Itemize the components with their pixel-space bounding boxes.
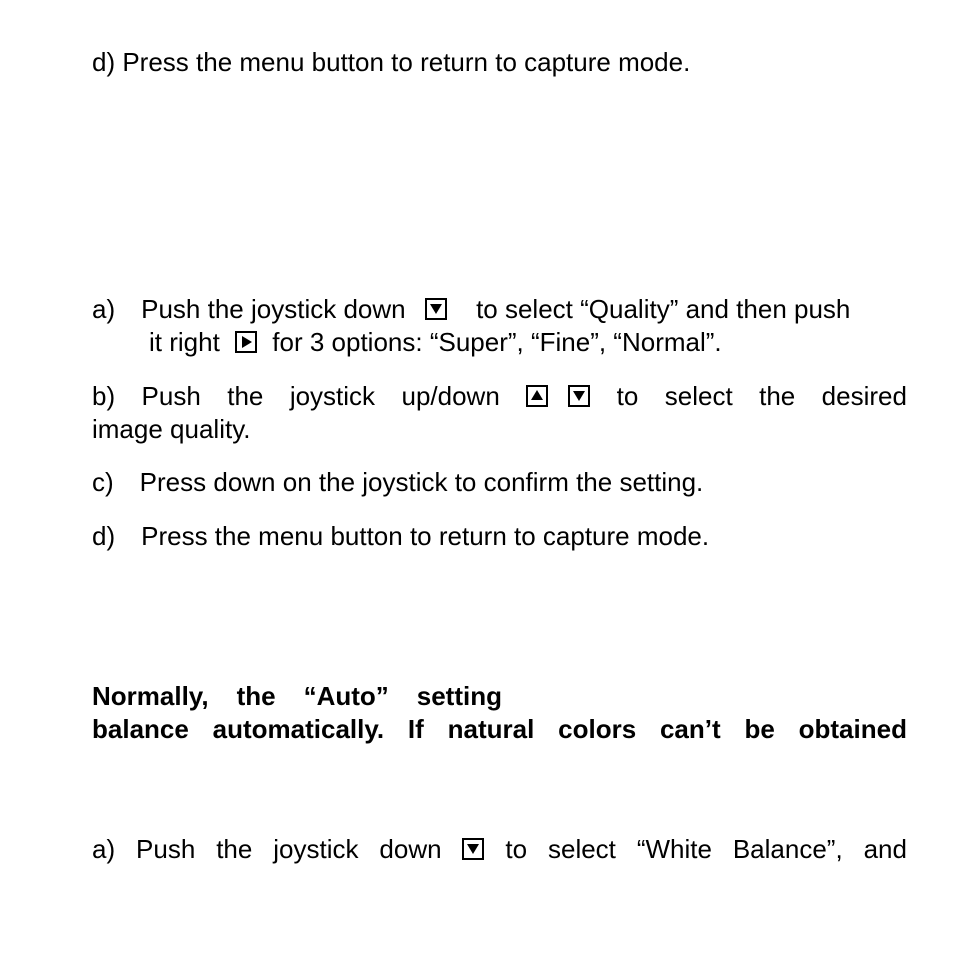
wb-word: and	[863, 834, 907, 864]
arrow-right-box-icon	[235, 331, 257, 353]
step-b-word: Push	[141, 381, 201, 411]
step-b-text-2: image quality.	[92, 414, 251, 444]
step-b-word: to	[616, 381, 639, 411]
top-step-d	[92, 47, 907, 77]
step-a-text-4: for 3 options: “Super”, “Fine”, “Normal”.	[272, 327, 722, 357]
wb-word: down	[379, 834, 442, 864]
wb-word: Balance”,	[732, 834, 843, 864]
step-c-text: Press down on the joystick to confirm the setting.	[139, 467, 704, 497]
step-marker: c)	[92, 467, 114, 497]
step-marker: d)	[92, 521, 116, 551]
intro-word: can’t	[659, 714, 721, 744]
intro-word: obtained	[798, 714, 907, 744]
step-a-text-3: it right	[149, 327, 220, 357]
arrow-down-box-icon	[425, 298, 447, 320]
arrow-down-box-icon	[462, 838, 484, 860]
quality-step-d	[92, 521, 907, 551]
step-b-word: up/down	[401, 381, 500, 411]
step-b-icons	[526, 385, 590, 407]
intro-word: balance	[92, 714, 189, 744]
top-step-text: d) Press the menu button to return to capture mode.	[92, 47, 691, 77]
step-marker: b)	[92, 381, 116, 411]
step-b-word: the	[759, 381, 796, 411]
step-b-word: joystick	[289, 381, 376, 411]
wb-word: a)	[92, 834, 116, 864]
white-balance-intro-line2	[92, 714, 907, 744]
white-balance-intro-line1	[92, 681, 502, 711]
wb-word: select	[547, 834, 616, 864]
step-b-word: select	[664, 381, 733, 411]
step-a-text-1: Push the joystick down	[141, 294, 406, 324]
step-d-text: Press the menu button to return to capture mode.	[141, 521, 710, 551]
step-b-word: desired	[821, 381, 907, 411]
intro-word: If	[407, 714, 424, 744]
intro-word: the	[236, 681, 276, 711]
wb-word: to	[505, 834, 528, 864]
intro-word: setting	[416, 681, 502, 711]
intro-word: “Auto”	[303, 681, 389, 711]
intro-word: Normally,	[92, 681, 209, 711]
white-balance-step-a	[92, 834, 907, 864]
quality-step-a-line2	[149, 327, 909, 357]
quality-step-b-line2	[92, 414, 907, 444]
arrow-up-box-icon	[526, 385, 548, 407]
arrow-down-box-icon	[568, 385, 590, 407]
wb-word: Push	[136, 834, 196, 864]
quality-step-c	[92, 467, 907, 497]
wb-word: joystick	[273, 834, 359, 864]
intro-word: natural	[447, 714, 535, 744]
intro-word: automatically.	[212, 714, 385, 744]
quality-step-b-line1	[92, 381, 907, 411]
step-a-text-2: to select “Quality” and then push	[476, 294, 851, 324]
intro-word: colors	[558, 714, 637, 744]
step-b-word: the	[227, 381, 264, 411]
wb-word: the	[216, 834, 253, 864]
intro-word: be	[744, 714, 775, 744]
wb-word: “White	[636, 834, 712, 864]
quality-step-a-line1	[92, 294, 907, 324]
step-marker: a)	[92, 294, 116, 324]
